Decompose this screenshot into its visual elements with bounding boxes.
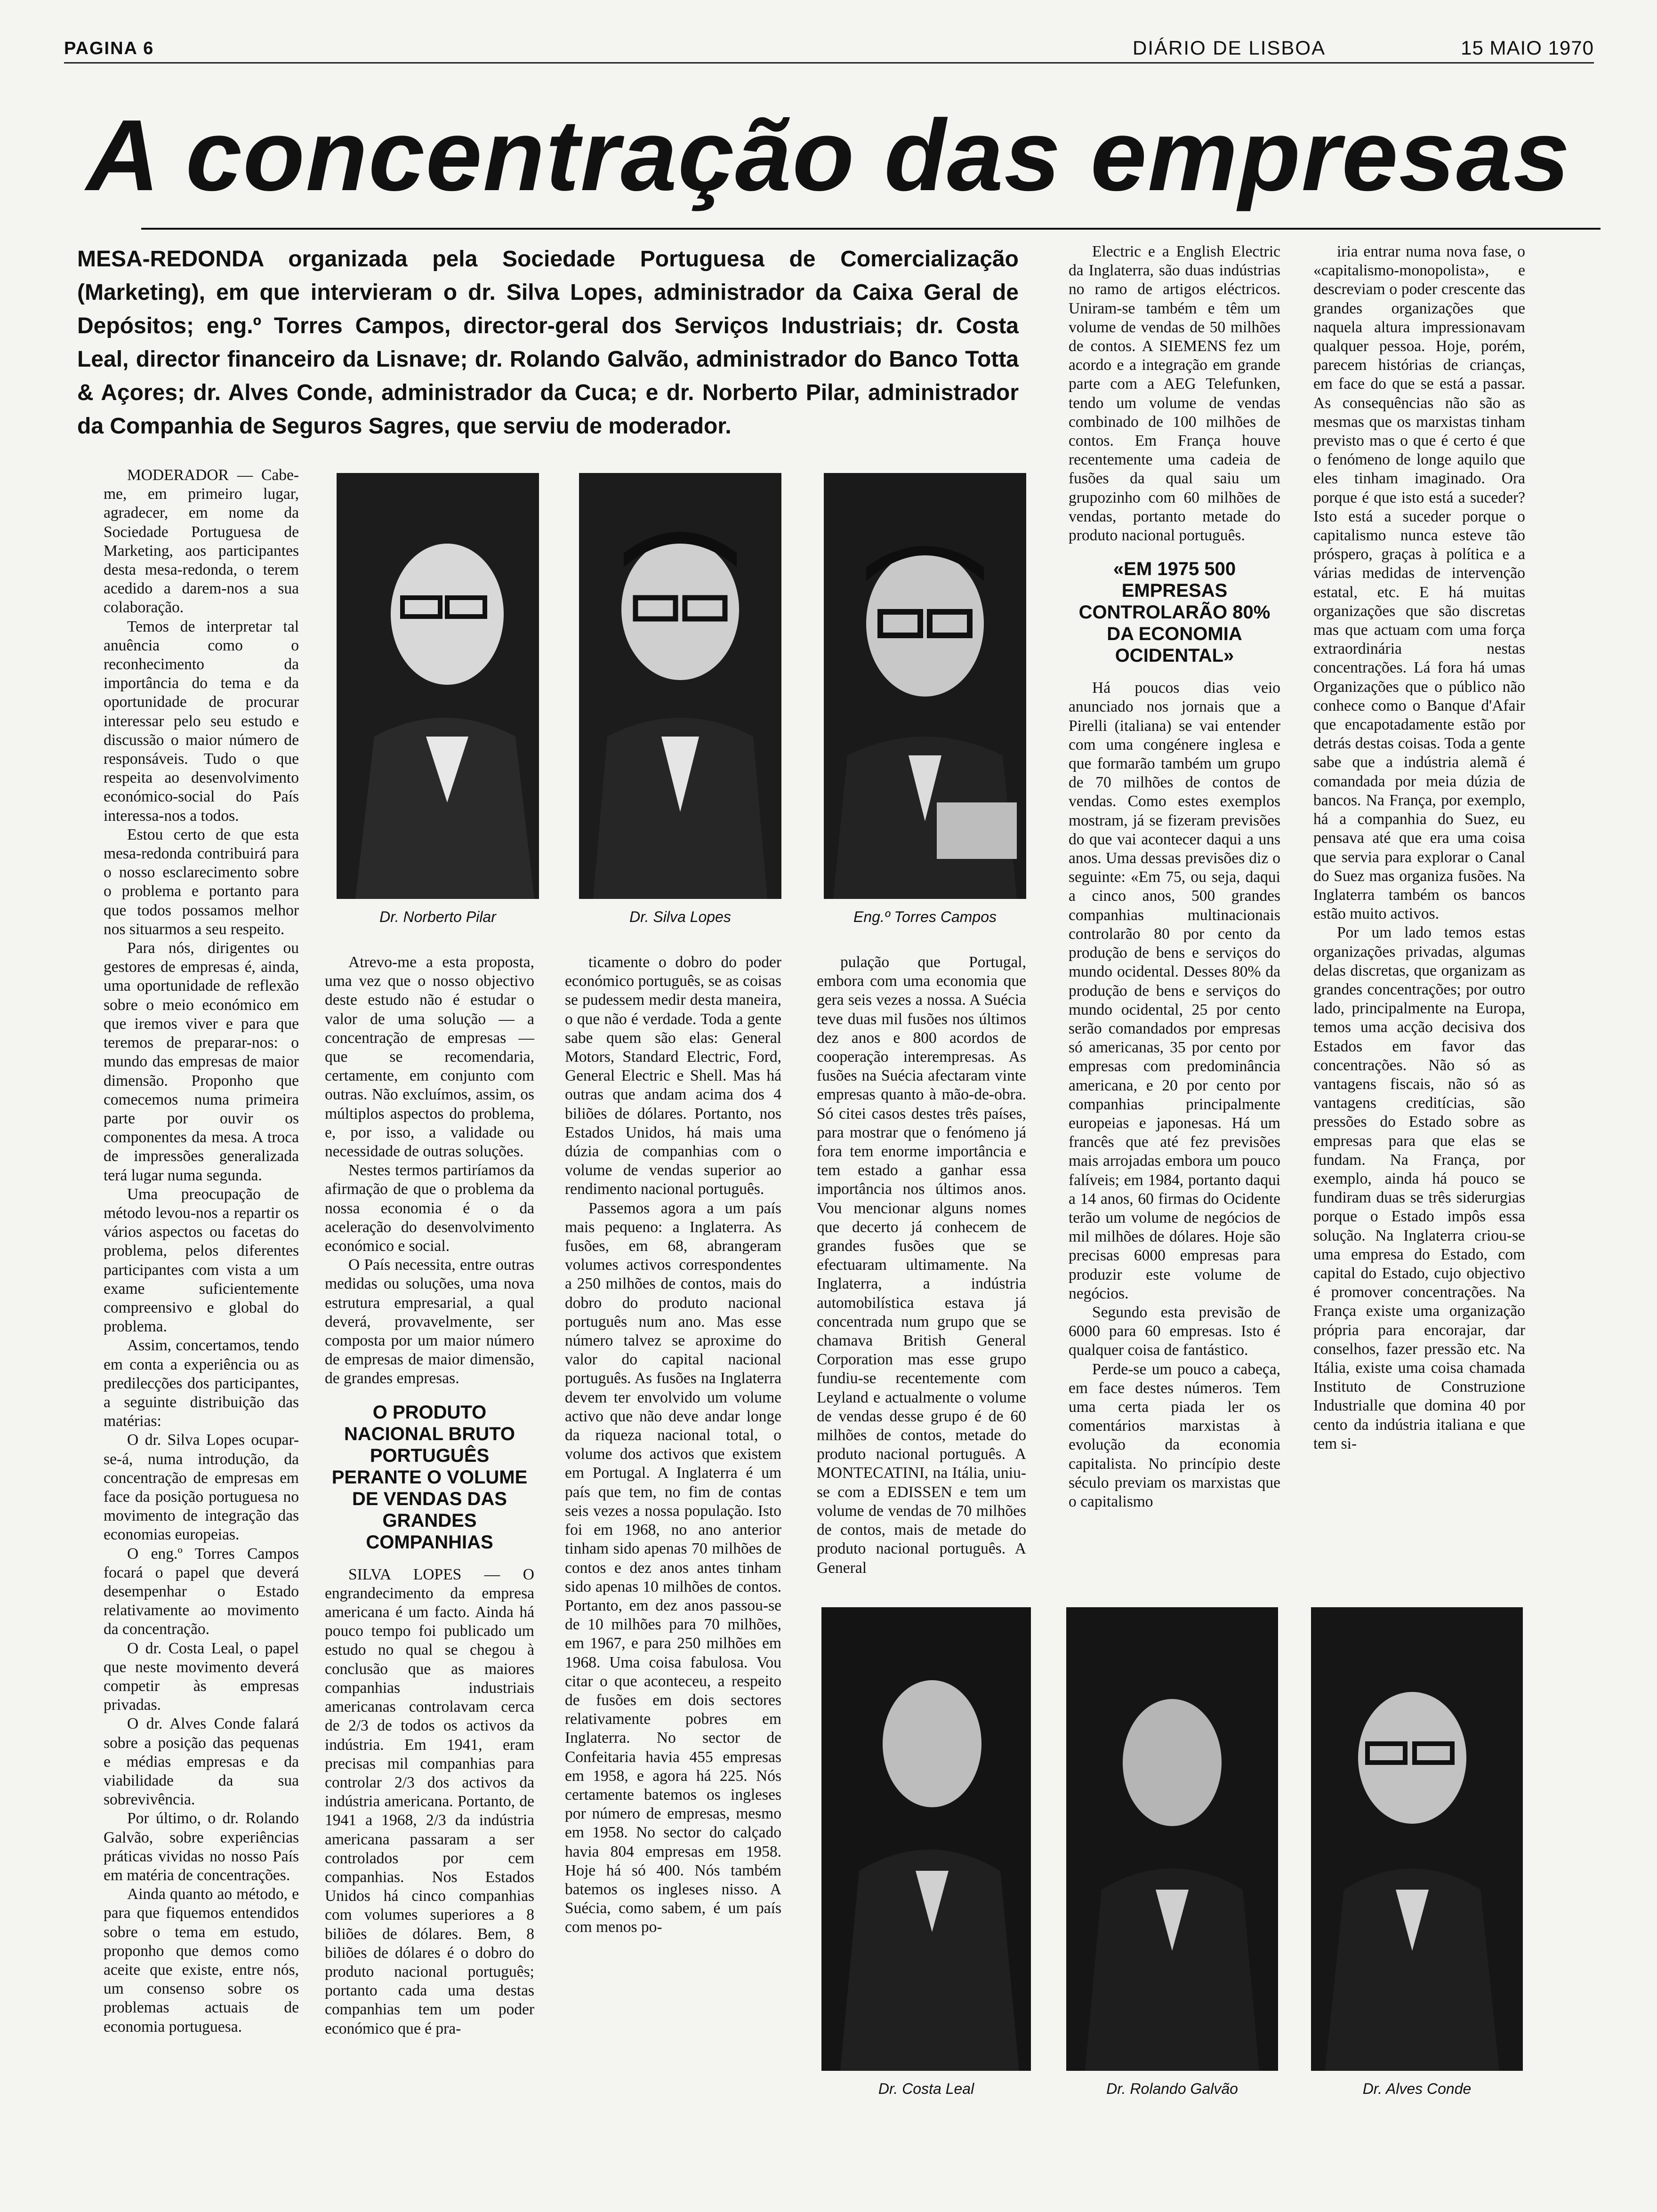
- article-paragraph: pulação que Portugal, embora com uma economia que gera seis vezes a nossa. A Suécia teve duas mil fusões nos últimos dez anos e 800 acordos de cooperação interempresas. As fusões na Suécia afectaram vinte empresas quanto à mão-de-obra. Só citei casos destes três países, para mostrar que o fenómeno já fora tem enorme importância e tem estado a ganhar essa importância nos últimos anos. Vou mencionar alguns nomes que decerto já conhecem de grandes fusões que se efectuaram ultimamente. Na Inglaterra, a indústria automobilística estava já concentrada num grupo que se chamava British General Corporation mas esse grupo fundiu-se recentemente com Leyland e actualmente o volume de vendas desse grupo é de 60 milhões de contos, metade do produto nacional português. A MONTECATINI, na Itália, uniu-se com a EDISSEN e tem um volume de vendas de 70 milhões de contos, mais de metade do produto nacional português. A General: [817, 954, 1026, 1577]
- photo-caption: Eng.º Torres Campos: [853, 908, 997, 925]
- article-paragraph: SILVA LOPES — O engrandecimento da empresa americana é um facto. Ainda há pouco tempo foi publicado um estudo no qual se chegou à conclusão que as maiores companhias industriais americanas controlavam cerca de 2/3 de todos os activos da indústria. Em 1941, eram precisas mil companhias para controlar 2/3 dos activos da indústria americana. Portanto, de 1941 a 1968, 2/3 da indústria americana passaram a ser controlados por cem companhias. Nos Estados Unidos há cinco companhias com volumes superiores a 8 biliões de dólares. Bem, 8 biliões de dólares é o dobro do produto nacional português; portanto cada uma destas companhias tem um poder económico que é pra-: [325, 1565, 534, 2037]
- article-column-5: [1069, 242, 1280, 1551]
- article-paragraph: Por último, o dr. Rolando Galvão, sobre experiências práticas vividas no nosso País em matéria de concentrações.: [104, 1810, 299, 1884]
- article-paragraph: Estou certo de que esta mesa-redonda contribuirá para o nosso esclarecimento sobre o problema e portanto para que todos possamos melhor nos situarmos a seu respeito.: [104, 825, 299, 938]
- article-column-2: [325, 953, 534, 2137]
- photo-caption: Dr. Silva Lopes: [629, 908, 731, 925]
- article-column-4: [817, 953, 1026, 1577]
- article-column-6: [1313, 242, 1525, 1551]
- masthead: [64, 28, 1594, 66]
- portrait-photo-silva-lopes: [579, 473, 781, 899]
- article-paragraph: iria entrar numa nova fase, o «capitalismo-monopolista», e descreviam o poder crescente das grandes organizações que naquela altura impressionavam qualquer pessoa. Hoje, porém, parecem histórias de crianças, em face do que se está a passar. As consequências não são as mesmas que os marxistas tinham previsto mas o que é certo é que o fenómeno de longe aquilo que eles tinham imaginado. Ora porque é que isto está a suceder? Isto está a suceder porque o capitalismo nunca esteve tão próspero, graças à política e a várias medidas de intervenção estatal, etc. E há muitas organizações que são discretas mas que actuam com uma força extraordinária nestas concentrações. Lá fora há umas Organizações que o público não conhece como o Banque d'Afair que encapotadamente estão por detrás destas coisas. Toda a gente sabe que a indústria alemã é comandada por meia dúzia de bancos. Na França, por exemplo, há a companhia do Suez, eu pensava até que era uma coisa que servia para explorar o Canal do Suez mas organiza fusões. Na Inglaterra também os bancos estão muito activos.: [1313, 243, 1525, 923]
- issue-date: 15 MAIO 1970: [1461, 37, 1594, 59]
- article-paragraph: Por um lado temos estas organizações privadas, algumas delas discretas, que organizam as grandes concentrações; por outro lado, principalmente na Europa, temos uma acção decisiva dos Estados em favor das concentrações. Não só as vantagens fiscais, não só as vantagens creditícias, são pressões do Estado sobre as empresas para que elas se fundam. Na França, por exemplo, ainda há pouco se fundiram duas se três siderurgias porque o Estado impôs essa solução. Na Inglaterra criou-se uma empresa do Estado, com capital do Estado, cujo objectivo é promover concentrações. Na França existe uma organização própria para encorajar, dar conselhos, fazer pressão etc. Na Itália, existe uma coisa chamada Instituto de Construzione Industrialle que domina 40 por cento da indústria italiana e que tem si-: [1313, 924, 1525, 1452]
- article-paragraph: Atrevo-me a esta proposta, uma vez que o nosso objectivo deste estudo não é estudar o valor de uma solução — a concentração de empresas — que se recomendaria, certamente, em conjunto com outras. Não excluímos, assim, os múltiplos aspectos do problema, e, por isso, a validade ou necessidade de outras soluções.: [325, 954, 534, 1161]
- article-paragraph: Temos de interpretar tal anuência como o reconhecimento da importância do tema e da oportunidade de procurar interessar pelo seu estudo e discussão o maior número de responsáveis. Tudo o que respeita ao desenvolvimento económico-social do País interessa-nos a todos.: [104, 617, 299, 825]
- article-column-1: [104, 466, 299, 2137]
- portrait-photo-norberto-pilar: [337, 473, 539, 899]
- article-paragraph: O dr. Costa Leal, o papel que neste movimento deverá competir às empresas privadas.: [104, 1639, 299, 1714]
- article-paragraph: O dr. Silva Lopes ocupar-se-á, numa introdução, da concentração de empresas em face da posição portuguesa no movimento de integração das economias europeias.: [104, 1431, 299, 1544]
- photo-caption: Dr. Costa Leal: [878, 2080, 974, 2097]
- headline-rule: [141, 228, 1601, 230]
- article-paragraph: Há poucos dias veio anunciado nos jornais que a Pirelli (italiana) se vai entender com uma congénere inglesa e que formarão também um grupo de 70 milhões de contos de vendas. Como estes exemplos mostram, já se fizeram previsões do que vai acontecer daqui a uns anos. Uma dessas previsões diz o seguinte: «Em 75, ou seja, daqui a cinco anos, 500 grandes companhias multinacionais controlarão 80 por cento da produção de bens e serviços do mundo ocidental. Desses 80% da produção de bens e serviços do mundo ocidental, 25 por cento serão comandados por empresas só americanas, 35 por cento por empresas com predominância americana, e 20 por cento por companhias principalmente europeias e japonesas. Há um francês que até fez previsões mais arrojadas embora um pouco falíveis; em 1984, portanto daqui a 14 anos, 60 firmas do Ocidente terão um volume de negócios de mil milhões de dólares. Hoje são precisas 6000 empresas para produzir este volume de negócios.: [1069, 679, 1280, 1302]
- photo-caption: Dr. Alves Conde: [1362, 2080, 1472, 2097]
- article-paragraph: Ainda quanto ao método, e para que fiquemos entendidos sobre o tema em estudo, proponho que demos como aceite que existe, entre nós, um consenso sobre os problemas actuais de economia portuguesa.: [104, 1885, 299, 2036]
- article-column-3: [565, 953, 781, 2137]
- article-paragraph: ticamente o dobro do poder económico português, se as coisas se pudessem medir desta maneira, o que não é verdade. Toda a gente sabe quem são elas: General Motors, Standard Electric, Ford, General Electric e Shell. Mas há outras que andam acima dos 4 biliões de dólares. Portanto, nos Estados Unidos, há mais uma dúzia de companhias com o volume de vendas superior ao rendimento nacional português.: [565, 954, 781, 1198]
- photo-caption: Dr. Rolando Galvão: [1106, 2080, 1238, 2097]
- article-paragraph: Perde-se um pouco a cabeça, em face destes números. Tem uma certa piada ler os comentários marxistas à evolução da economia capitalista. No princípio deste século previam os marxistas que o capitalismo: [1069, 1360, 1280, 1510]
- article-paragraph: Para nós, dirigentes ou gestores de empresas é, ainda, uma oportunidade de reflexão sobre o meio económico em que iremos viver e para que teremos de preparar-nos: o mundo das empresas de maior dimensão. Proponho que comecemos numa primeira parte por ouvir os componentes da mesa. A troca de impressões generalizada terá lugar numa segunda.: [104, 939, 299, 1184]
- article-paragraph: Passemos agora a um país mais pequeno: a Inglaterra. As fusões, em 68, abrangeram volumes activos correspondentes a 250 milhões de contos, mais do dobro do produto nacional português num ano. Mas esse número talvez se aproxime do valor do capital nacional português. As fusões na Inglaterra devem ter envolvido um volume activo que não deve andar longe da riqueza nacional total, o volume dos activos que existem em Portugal. A Inglaterra é um país que tem, no fim de contas seis vezes a nossa população. Isto foi em 1968, no ano anterior tinham sido apenas 70 milhões de contos e dez anos antes tinham sido apenas 10 milhões de contos. Portanto, em dez anos passou-se de 10 milhões para 70 milhões, em 1967, e para 250 milhões em 1968. Uma coisa fabulosa. Vou citar o que aconteceu, a respeito de fusões em dois sectores relativamente pobres em Inglaterra. No sector de Confeitaria havia 455 empresas em 1958, e agora há 225. Nós certamente batemos os ingleses por número de empresas, mesmo em 1958. No sector do calçado havia 804 empresas em 1958. Hoje há só 400. Nós também batemos os ingleses nisso. A Suécia, como sabem, é um país com menos po-: [565, 1199, 781, 1936]
- article-paragraph: O País necessita, entre outras medidas ou soluções, uma nova estrutura empresarial, a qual deverá, provavelmente, ser composta por um maior número de empresas de maior dimensão, de grandes empresas.: [325, 1256, 534, 1387]
- lede-paragraph: MESA-REDONDA organizada pela Sociedade Portuguesa de Comercialização (Marketing), em que intervieram o dr. Silva Lopes, administrador da Caixa Geral de Depósitos; eng.º Torres Campos, director-geral dos Serviços Industriais; dr. Costa Leal, director financeiro da Lisnave; dr. Rolando Galvão, administrador do Banco Totta & Açores; dr. Alves Conde, administrador da Cuca; e dr. Norberto Pilar, administrador da Companhia de Seguros Sagres, que serviu de moderador.: [77, 247, 1019, 439]
- portrait-photo-alves-conde: [1311, 1607, 1523, 2071]
- portrait-photo-costa-leal: [821, 1607, 1031, 2071]
- portrait-photo-torres-campos: [824, 473, 1026, 899]
- photo-caption: Dr. Norberto Pilar: [379, 908, 496, 925]
- article-paragraph: Uma preocupação de método levou-nos a repartir os vários aspectos ou facetas do problema, pelos diferentes participantes com vista a um exame suficientemente compreensivo e global do problema.: [104, 1185, 299, 1336]
- article-paragraph: O eng.º Torres Campos focará o papel que deverá desempenhar o Estado relativamente ao movimento da concentração.: [104, 1545, 299, 1638]
- article-paragraph: O dr. Alves Conde falará sobre a posição das pequenas e médias empresas e da viabilidade da sua sobrevivência.: [104, 1715, 299, 1809]
- subheading-em-1975: «EM 1975 500 EMPRESAS CONTROLARÃO 80% DA ECONOMIA OCIDENTAL»: [1078, 559, 1271, 666]
- newspaper-name: DIÁRIO DE LISBOA: [1133, 37, 1326, 59]
- article-paragraph: Assim, concertamos, tendo em conta a experiência ou as predilecções dos participantes, a seguinte distribuição das matérias:: [104, 1337, 299, 1430]
- masthead-rule: [64, 62, 1594, 64]
- article-paragraph: Nestes termos partiríamos da afirmação de que o problema da nossa economia é o da aceleração do desenvolvimento económico e social.: [325, 1162, 534, 1255]
- article-paragraph: MODERADOR — Cabe-me, em primeiro lugar, agradecer, em nome da Sociedade Portuguesa de Marketing, aos participantes desta mesa-redonda, o terem acedido a darem-nos a sua colaboração.: [104, 466, 299, 617]
- subheading-produto-nacional: O PRODUTO NACIONAL BRUTO PORTUGUÊS PERANTE O VOLUME DE VENDAS DAS GRANDES COMPANHIAS: [331, 1402, 528, 1553]
- headline: A concentração das empresas: [86, 98, 1571, 212]
- article-paragraph: Electric e a English Electric da Inglaterra, são duas indústrias no ramo de artigos eléctricos. Uniram-se também e têm um volume de vendas de 50 milhões de contos. A SIEMENS fez um acordo e a integração em grande parte com a AEG Telefunken, tendo um volume de vendas combinado de 100 milhões de contos. Em França houve recentemente uma cadeia de fusões da qual saiu um grupozinho com 60 milhões de vendas, portanto metade do produto nacional português.: [1069, 243, 1280, 545]
- portrait-photo-rolando-galvao: [1066, 1607, 1278, 2071]
- article-paragraph: Segundo esta previsão de 6000 para 60 empresas. Isto é qualquer coisa de fantástico.: [1069, 1303, 1280, 1359]
- page-number: PAGINA 6: [64, 39, 154, 58]
